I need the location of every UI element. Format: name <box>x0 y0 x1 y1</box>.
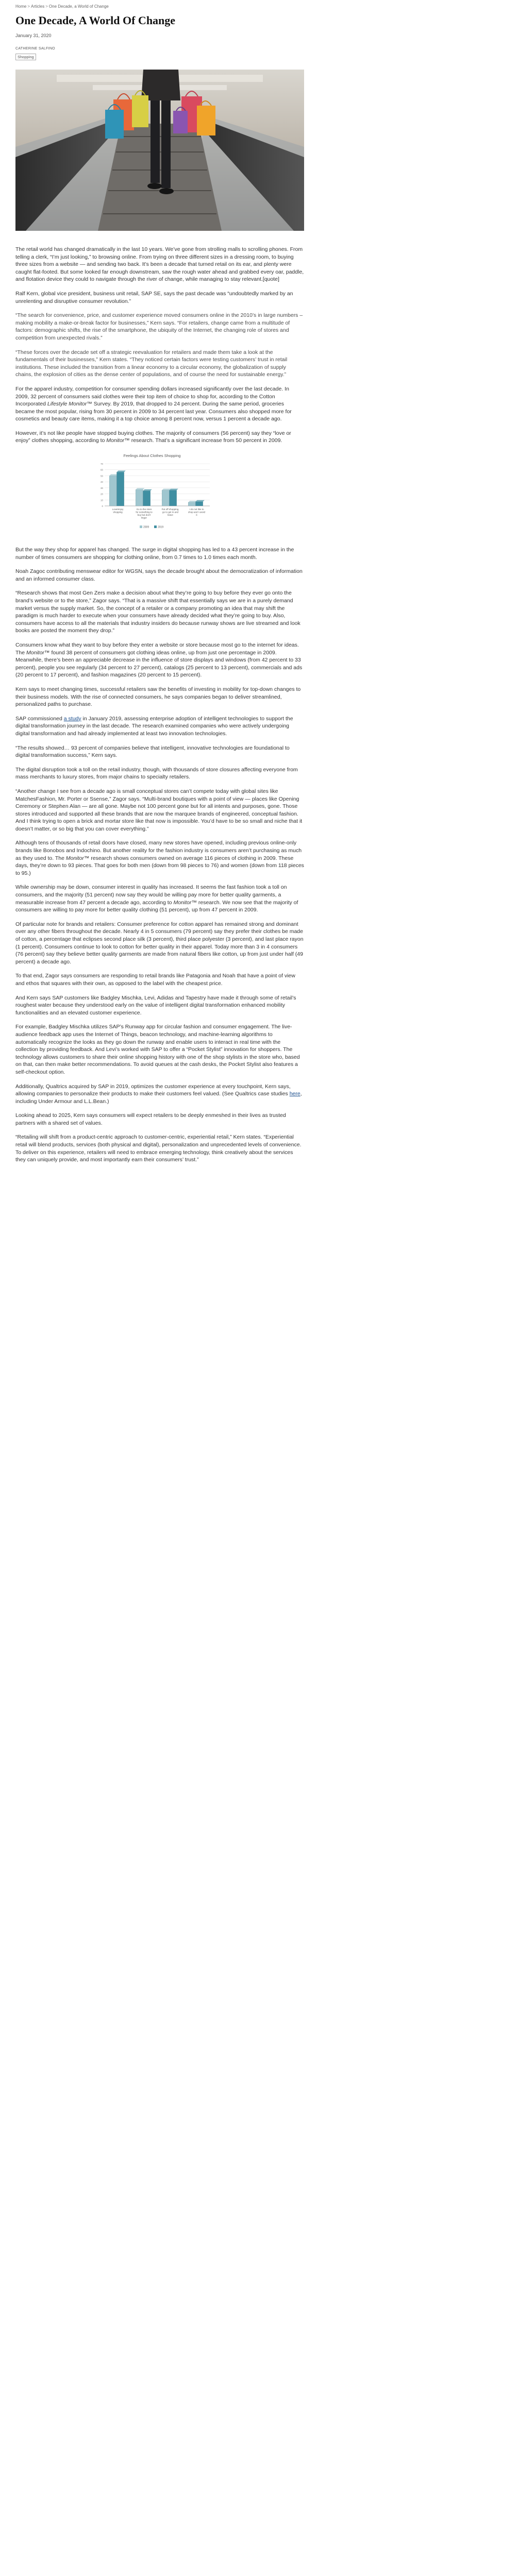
chart-svg <box>90 451 214 539</box>
bar-top-2019-1 <box>143 489 152 491</box>
legend-label-2019: 2019 <box>158 526 164 529</box>
paragraph: Consumers know what they want to buy before they enter a website or store because most go to the internet for ideas. The Monitor™ found 38 percent of consumers got clothing ideas online, up from just one percentage in 2009. Meanwhile, there’s been an appreciable decrease in the influence of store displays and windows (from 42 percent to 33 percent), people you see regularly (34 percent to 27 percent), catalogs (25 percent to 13 percent), commercials and ads (20 percent to 17 percent), and fashion magazines (20 percent to 15 percent). <box>15 642 303 679</box>
bar-top-2019-3 <box>195 500 204 502</box>
paragraph: Looking ahead to 2025, Kern says consumers will expect retailers to be deeply enmeshed in their lives as trusted partners with a shared set of values. <box>15 1112 286 1126</box>
bar-2019-2 <box>169 490 176 506</box>
breadcrumb-separator: > <box>27 4 30 9</box>
bar-2009-2 <box>162 490 169 506</box>
y-tick-label: 0 <box>102 505 103 508</box>
y-tick-label: 30 <box>100 486 103 489</box>
paragraph: Additionally, Qualtrics acquired by SAP in 2019, optimizes the customer experience at every touchpoint, Kern says, allowing companies to personalize their products to make their customers feel valued. (See Qualtrics case studies here, including Under Armour and L.L.Bean.) <box>15 1083 302 1105</box>
legend-label-2009: 2009 <box>143 526 149 529</box>
paragraph: The digital disruption took a toll on the retail industry, though, with thousands of store closures affecting everyone from mass merchants to luxury stores, from major chains to specialty retailers. <box>15 766 298 781</box>
article-title: One Decade, A World Of Change <box>15 14 176 27</box>
article-body <box>15 246 304 1164</box>
paragraph: To that end, Zagor says consumers are responding to retail brands like Patagonia and Noah that have a point of view and ethos that squares with their own, as opposed to the label with the cheapest price. <box>15 973 295 987</box>
paragraph: Kern says to meet changing times, successful retailers saw the benefits of investing in mobility for top-down changes to their business models. With the rise of connected consumers, he says companies began to deliver streamlined, personalized paths to purchase. <box>15 686 301 708</box>
paragraph: And Kern says SAP customers like Badgley Mischka, Levi, Adidas and Tapestry have made it through some of retail’s roughest water because they understood early on the value of intelligent digital transformation enhanced mobility functionalities and an elevated customer experience. <box>15 994 296 1016</box>
bar-top-2009-1 <box>136 488 144 489</box>
paragraph: Noah Zagoc contributing menswear editor for WGSN, says the decade brought about the democratization of information and an informed consumer class. <box>15 568 303 582</box>
bar-2009-1 <box>136 489 143 506</box>
y-tick-label: 60 <box>100 468 103 471</box>
legend-swatch-2009 <box>140 526 142 528</box>
article-page <box>15 0 304 1164</box>
paragraph: For the apparel industry, competition for consumer spending dollars increased significantly over the last decade. In 2009, 32 percent of consumers said clothes were their top item of choice to shop for, according to the Cotton Incorporated Lifestyle Monitor™ Survey. By 2019, that dropped to 24 percent. During the same period, groceries became the most popular, rising from 30 percent in 2009 to 34 percent last year. Consumers also shopped more for cosmetics and beauty care items, making it a top choice among 8 percent now, versus 1 percent a decade ago. <box>15 385 292 422</box>
bar-2009-3 <box>188 502 195 506</box>
bar-top-2009-2 <box>162 489 171 490</box>
breadcrumb-articles[interactable]: Articles <box>31 4 45 9</box>
y-tick-label: 70 <box>100 463 103 466</box>
feelings-chart <box>90 451 214 539</box>
paragraph: While ownership may be down, consumer interest in quality has increased. It seems the fast fashion took a toll on consumers, and the majority (51 percent) now say they would be willing pay more for better quality garments, a measurable increase from 47 percent a decade ago, according to Monitor™ research. We now see that the majority of consumers are willing to pay more for better quality clothing (51 percent), up from 47 percent in 2009. <box>15 884 298 913</box>
paragraph: Ralf Kern, global vice president, business unit retail, SAP SE, says the past decade was “undoubtedly marked by an unrelenting and disruptive consumer revolution.” <box>15 290 293 304</box>
paragraph: SAP commissioned a study in January 2019, assessing enterprise adoption of intelligent technologies to support the digital transformation journey in the last decade. The research examined companies who were actively undergoing digital transformation and had already implemented at least two innovation technologies. <box>15 715 293 737</box>
bar-2019-3 <box>195 502 203 506</box>
paragraph: “Retailing will shift from a product-centric approach to customer-centric, experiential retail,” Kern states. “Experiential retail will blend products, services (both physical and digital), personalization and unprecedented levels of convenience. To deliver on this experience, retailers will need to embrace emerging technology, think creatively about the services they can uniquely provide, and most importantly earn their consumers’ trust.” <box>15 1134 302 1163</box>
y-tick-label: 10 <box>100 499 103 502</box>
y-tick-label: 40 <box>100 481 103 484</box>
paragraph: The retail world has changed dramatically in the last 10 years. We’ve gone from strolling malls to scrolling phones. From telling a clerk, “I’m just looking,” to browsing online. From trying on three different sizes in a dressing room, to buying three sizes from a website — and sending two back. It’s been a decade that turned retail on its ear, and plenty were caught flat-footed. But some looked far enough downstream, saw the rough water ahead and grabbed every oar, paddle, and flotation device they could to navigate through the river of change, while managing to stay relevant.[quote] <box>15 246 304 283</box>
y-tick-label: 20 <box>100 493 103 496</box>
case-studies-link[interactable]: here <box>289 1091 300 1097</box>
chart-title: Feelings About Clothes Shopping <box>123 453 181 459</box>
x-tick-label: Put off shopping, go to get in and leave <box>161 508 179 517</box>
bar-2019-0 <box>116 472 124 506</box>
bar-top-2019-2 <box>169 489 178 490</box>
paragraph: “Another change I see from a decade ago is small conceptual stores can’t compete today with global sites like MatchesFashion, Mr. Porter or Ssense,” Zagor says. “Multi-brand boutiques with a point of view — places like Opening Ceremony or Stephen Alan — are all gone. Maybe not 100 percent gone but for all intents and purposes, gone. Those stores introduced and supported all these brands that are now the marquee brands of engineered, conceptual fashion. And I think trying to open a brick and mortar store like that now is impossible. You’d have to be so small and niche that it doesn’t matter, or so big that you can cover everything.” <box>15 788 303 832</box>
category-tag[interactable]: Shopping <box>15 54 36 60</box>
bar-2019-1 <box>143 491 150 506</box>
paragraph: Of particular note for brands and retailers: Consumer preference for cotton apparel has remained strong and dominant over any other fibers throughout the decade. Nearly 4 in 5 consumers (79 percent) say they prefer their clothes be made of cotton, a percentage that eclipses second place silk (3 percent), third place polyester (3 percent), and last place rayon (1 percent). Consumers continue to look to cotton for better quality in their apparel. Today more than 3 in 4 consumers (76 percent) say they believe better quality garments are made from natural fibers like cotton, up from just under half (49 percent) a decade ago. <box>15 921 304 965</box>
paragraph: Although tens of thousands of retail doors have closed, many new stores have opened, including previous online-only brands like Bonobos and Indochino. But another reality for the fashion industry is consumers aren’t purchasing as much as they used to. The Monitor™ research shows consumers owned on average 116 pieces of clothing in 2009. These days, they’re down to 93 pieces. That goes for both men (down from 98 pieces to 76) and women (down from 118 pieces to 95.) <box>15 840 304 876</box>
study-link[interactable]: a study <box>63 715 81 722</box>
article-author[interactable]: CATHERINE SALFINO <box>15 47 55 50</box>
breadcrumb <box>15 4 304 9</box>
breadcrumb-separator: > <box>45 4 48 9</box>
bar-top-2019-0 <box>116 470 125 472</box>
paragraph: “The results showed… 93 percent of companies believe that intelligent, innovative technologies are foundational to digital transformation success,” Kern says. <box>15 744 290 759</box>
x-tick-label: I do not like to shop and I avoid it <box>188 508 206 517</box>
legend-swatch-2019 <box>154 526 157 528</box>
paragraph: However, it’s not like people have stopped buying clothes. The majority of consumers (56 percent) say they “love or enjoy” clothes shopping, according to Monitor™ research. That’s a significant increase from 50 percent in 2009. <box>15 430 291 444</box>
breadcrumb-home[interactable]: Home <box>15 4 27 9</box>
x-tick-label: Go to the store for something to buy but don't linger <box>136 508 153 519</box>
bar-2009-0 <box>109 476 116 506</box>
paragraph: But the way they shop for apparel has changed. The surge in digital shopping has led to a 43 percent increase in the number of times consumers are shopping for clothing online, from 0.7 times to 1.0 times each month. <box>15 547 294 561</box>
y-tick-label: 50 <box>100 474 103 478</box>
hero-image <box>15 70 304 231</box>
paragraph: For example, Badgley Mischka utilizes SAP’s Runway app for circular fashion and consumer engagement. The live-audience feedback app uses the Internet of Things, beacon technology, and machine-learning algorithms to automatically recognize the looks as they go down the runway and enable users to interact in real time with the collection by providing feedback. And Levi’s worked with SAP to offer a “Pocket Stylist” innovation for shoppers. The technology allows customers to share their online shopping history with one of the shop stylists in the store who, based on that, can then make better recommendations. To avoid queues at the cash desks, the Pocket Stylist also features a self-checkout option. <box>15 1024 300 1075</box>
article-date: January 31, 2020 <box>15 33 52 38</box>
paragraph: “Research shows that most Gen Zers make a decision about what they’re going to buy before they ever go onto the brand’s website or to the store,” Zagor says. “That is a massive shift that essentially says we are in a purely demand market versus the supply market. So, the concept of a retailer or a company promoting an idea that may shift the paradigm is much harder to execute when your consumers have already decided what they’re going to buy. Also, consumers have access to all the materials that industry insiders do because runway shows are live streamed and look books are posted the moment they drop.” <box>15 590 300 634</box>
paragraph: “These forces over the decade set off a strategic reevaluation for retailers and made them take a look at the fundamentals of their businesses,” Kern states. “They noticed certain factors were testing customers’ trust in retail institutions. These included the transition from a linear economy to a circular economy, the globalization of supply chains, the explosion of cities as the dense center of populations, and of course the need for sustainable energy.” <box>15 349 288 378</box>
breadcrumb-current: One Decade, a World of Change <box>48 4 109 9</box>
x-tick-label: Love/enjoy shopping <box>112 508 124 514</box>
paragraph: “The search for convenience, price, and customer experience moved consumers online in the 2010’s in large numbers – making mobility a make-or-break factor for businesses,” Kern says. “For retailers, change came from a multitude of factors: demographic shifts, the rise of the smartphone, the ubiquity of the Internet, the changing role of stores and competition from unexpected rivals.” <box>15 312 303 341</box>
